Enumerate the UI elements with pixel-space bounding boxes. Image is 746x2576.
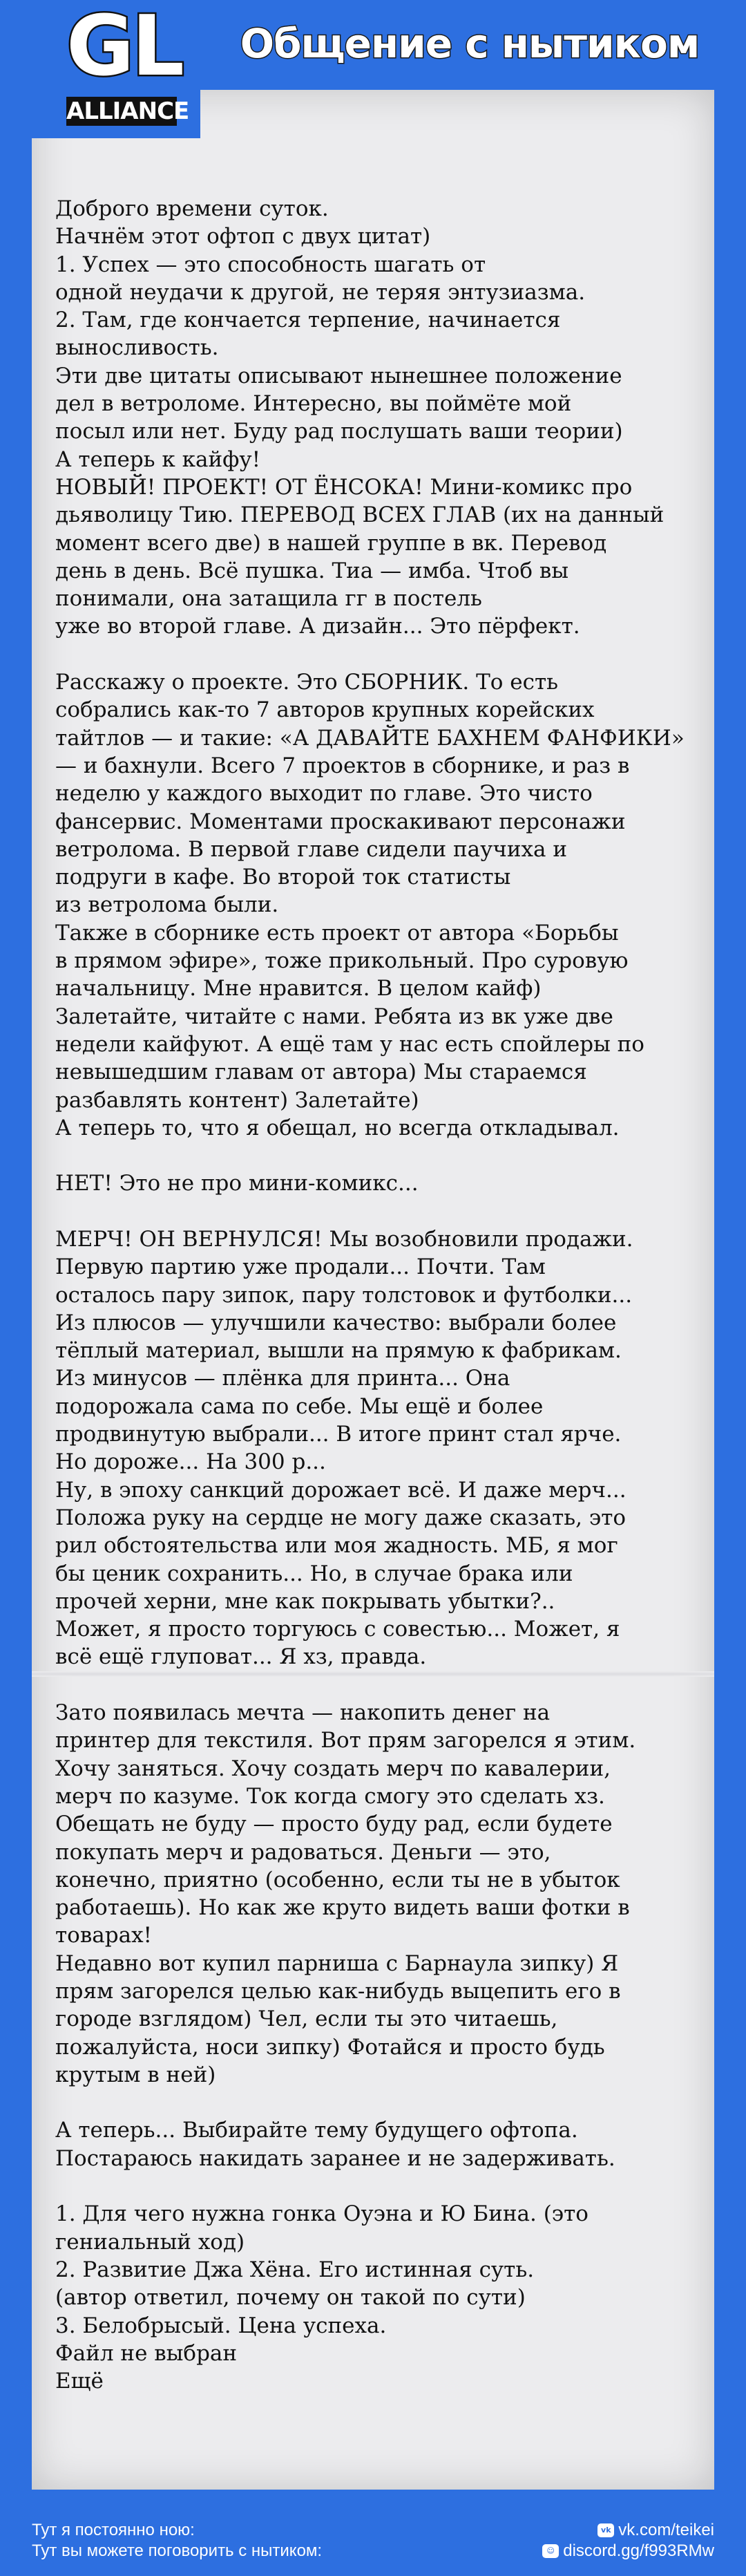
post-line: бы ценик сохранить... Но, в случае брака или bbox=[55, 1561, 573, 1586]
post-body bbox=[55, 195, 691, 2395]
post-line: НОВЫЙ! ПРОЕКТ! ОТ ЁНСОКА! Мини-комикс про bbox=[55, 474, 633, 500]
post-line: крутым в ней) bbox=[55, 2062, 216, 2087]
post-line: ветролома. В первой главе сидели паучиха и bbox=[55, 836, 567, 862]
footer-left-line-1: Тут я постоянно ною: bbox=[32, 2521, 195, 2539]
post-line: покупать мерч и радоваться. Деньги — это, bbox=[55, 1839, 551, 1865]
post-line: одной неудачи к другой, не теряя энтузиазма. bbox=[55, 279, 586, 305]
post-line: прям загорелся целью как-нибудь выцепить его в bbox=[55, 1979, 621, 2004]
post-line: собрались как-то 7 авторов крупных корейских bbox=[55, 697, 595, 723]
post-line: Обещать не буду — просто буду рад, если будете bbox=[55, 1812, 613, 1837]
post-line: 2. Развитие Джа Хёна. Его истинная суть. bbox=[55, 2257, 535, 2282]
post-line: Ещё bbox=[55, 2369, 104, 2394]
post-line: Также в сборнике есть проект от автора «Борьбы bbox=[55, 920, 619, 946]
vk-link[interactable] bbox=[542, 2520, 714, 2541]
post-line bbox=[55, 1198, 691, 1225]
post-line: Эти две цитаты описывают нынешнее положение bbox=[55, 363, 622, 388]
post-line: Залетайте, читайте с нами. Ребята из вк уже две bbox=[55, 1004, 613, 1029]
post-line: 1. Для чего нужна гонка Оуэна и Ю Бина. (это bbox=[55, 2201, 589, 2227]
logo-sub-text: ALLIANCE bbox=[66, 97, 189, 125]
post-line: момент всего две) в нашей группе в вк. Перевод bbox=[55, 530, 607, 556]
post-line: Но дороже... На 300 р... bbox=[55, 1449, 326, 1475]
post-line: Положа руку на сердце не могу даже сказать, это bbox=[55, 1505, 627, 1530]
footer-left bbox=[32, 2520, 322, 2561]
post-line: А теперь то, что я обещал, но всегда откладывал. bbox=[55, 1115, 620, 1140]
post-line: Недавно вот купил парниша с Барнаула зипку) Я bbox=[55, 1950, 619, 1976]
post-line bbox=[55, 641, 691, 668]
post-line: работаешь). Но как же круто видеть ваши фотки в bbox=[55, 1895, 630, 1921]
post-line: А теперь... Выбирайте тему будущего офтопа. bbox=[55, 2118, 578, 2143]
post-line: фансервис. Моментами проскакивают персонажи bbox=[55, 809, 626, 834]
post-line: товарах! bbox=[55, 1923, 153, 1948]
post-line: конечно, приятно (особенно, если ты не в убыток bbox=[55, 1867, 620, 1892]
post-line bbox=[55, 2089, 691, 2116]
vk-icon: vk bbox=[597, 2523, 614, 2537]
post-line: — и бахнули. Всего 7 проектов в сборнике, и раз в bbox=[55, 753, 630, 778]
post-line: Из минусов — плёнка для принта... Она bbox=[55, 1366, 510, 1391]
post-line: Доброго времени суток. bbox=[55, 196, 329, 221]
post-line: дьяволицу Тию. ПЕРЕВОД ВСЕХ ГЛАВ (их на данный bbox=[55, 502, 664, 528]
post-line: невышедшим главам от автора) Мы стараемся bbox=[55, 1060, 587, 1085]
post-line: посыл или нет. Буду рад послушать ваши теории) bbox=[55, 419, 623, 444]
post-line: недели кайфуют. А ещё там у нас есть спойлеры по bbox=[55, 1031, 644, 1057]
post-line: неделю у каждого выходит по главе. Это чисто bbox=[55, 781, 593, 807]
post-line: продвинутую выбрали... В итоге принт стал ярче. bbox=[55, 1422, 622, 1447]
post-line: прочей херни, мне как покрывать убытки?.. bbox=[55, 1588, 555, 1614]
post-line: понимали, она затащила гг в постель bbox=[55, 586, 482, 612]
discord-icon: ☺ bbox=[542, 2544, 559, 2558]
post-line: Первую партию уже продали... Почти. Там bbox=[55, 1254, 546, 1280]
post-line bbox=[55, 2172, 691, 2200]
post-line: мерч по казуме. Ток когда смогу это сделать хз. bbox=[55, 1783, 605, 1809]
post-line: НЕТ! Это не про мини-комикс... bbox=[55, 1171, 419, 1196]
gl-alliance-logo bbox=[0, 0, 200, 138]
page-title: Общение с нытиком bbox=[240, 20, 700, 67]
post-line: (автор ответил, почему он такой по сути) bbox=[55, 2285, 526, 2311]
post-line: всё ещё глуповат... Я хз, правда. bbox=[55, 1644, 427, 1670]
vk-link-text: vk.com/teikei bbox=[618, 2521, 714, 2539]
post-line: дел в ветроломе. Интересно, вы поймёте мой bbox=[55, 391, 572, 417]
post-line: подорожала сама по себе. Мы ещё и более bbox=[55, 1393, 544, 1419]
logo-main-text: GL bbox=[66, 0, 182, 95]
post-line: уже во второй главе. А дизайн... Это пёрфект. bbox=[55, 614, 580, 639]
post-line: МЕРЧ! ОН ВЕРНУЛСЯ! Мы возобновили продажи. bbox=[55, 1226, 633, 1252]
post-line: 2. Там, где кончается терпение, начинается bbox=[55, 308, 561, 333]
post-line bbox=[55, 1671, 691, 1699]
footer-left-line-2: Тут вы можете поговорить с нытиком: bbox=[32, 2541, 323, 2560]
post-line: Постараюсь накидать заранее и не задерживать. bbox=[55, 2145, 615, 2171]
post-line: 3. Белобрысый. Цена успеха. bbox=[55, 2313, 387, 2338]
post-line: начальницу. Мне нравится. В целом кайф) bbox=[55, 976, 542, 1002]
post-line: принтер для текстиля. Вот прям загорелся я этим. bbox=[55, 1728, 636, 1754]
post-line: Зато появилась мечта — накопить денег на bbox=[55, 1700, 551, 1726]
post-line: подруги в кафе. Во второй ток статисты bbox=[55, 865, 511, 890]
discord-link-text: discord.gg/f993RMw bbox=[563, 2541, 714, 2560]
post-line: Файл не выбран bbox=[55, 2340, 238, 2366]
post-line: из ветролома были. bbox=[55, 892, 279, 918]
post-line: день в день. Всё пушка. Тиа — имба. Чтоб вы bbox=[55, 558, 569, 583]
post-line bbox=[55, 1142, 691, 1169]
discord-link[interactable] bbox=[542, 2541, 714, 2561]
post-line: гениальный ход) bbox=[55, 2229, 245, 2255]
post-line: Может, я просто торгуюсь с совестью... Может, я bbox=[55, 1617, 620, 1642]
post-line: городе взглядом) Чел, если ты это читаешь, bbox=[55, 2006, 558, 2032]
post-line: пожалуйста, носи зипку) Фотайся и просто будь bbox=[55, 2034, 605, 2060]
post-line: осталось пару зипок, пару толстовок и футболки... bbox=[55, 1282, 633, 1308]
post-line: рил обстоятельства или моя жадность. МБ, я мог bbox=[55, 1533, 618, 1559]
post-line: Ну, в эпоху санкций дорожает всё. И даже мерч... bbox=[55, 1477, 627, 1503]
footer-right bbox=[542, 2520, 714, 2561]
post-line: Расскажу о проекте. Это СБОРНИК. То есть bbox=[55, 670, 559, 695]
post-line: разбавлять контент) Залетайте) bbox=[55, 1087, 419, 1113]
post-line: тайтлов — и такие: «А ДАВАЙТЕ БАХНЕМ ФАНФИКИ» bbox=[55, 725, 685, 751]
post-line: Начнём этот офтоп с двух цитат) bbox=[55, 224, 431, 250]
post-line: в прямом эфире», тоже прикольный. Про суровую bbox=[55, 948, 629, 974]
post-line: Хочу заняться. Хочу создать мерч по кавалерии, bbox=[55, 1756, 611, 1781]
post-line: выносливость. bbox=[55, 335, 219, 361]
post-line: тёплый материал, вышли на прямую к фабрикам. bbox=[55, 1338, 622, 1364]
post-line: Из плюсов — улучшили качество: выбрали более bbox=[55, 1310, 617, 1335]
post-line: А теперь к кайфу! bbox=[55, 446, 261, 472]
post-line: 1. Успех — это способность шагать от bbox=[55, 252, 486, 277]
